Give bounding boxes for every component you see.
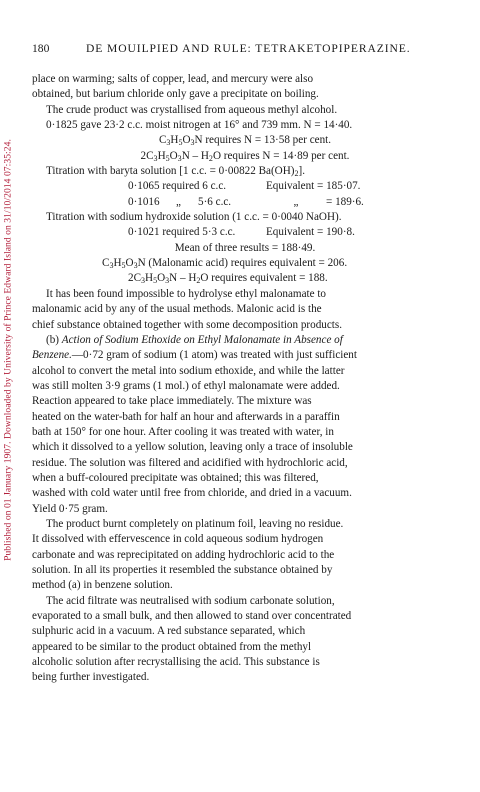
download-watermark-text: Published on 01 January 1907. Downloaded by University of Prince Edward Island on 31/10/2014 07:35:24.: [2, 139, 14, 561]
text-line: The product burnt completely on platinum foil, leaving no residue.: [46, 517, 344, 530]
formula-text: N – H: [169, 272, 197, 285]
result-text: Equivalent = 190·8.: [266, 226, 355, 239]
formula-line: $2C_3H_5O_3N - H_2O$ requires equivalent = 188.: [128, 272, 328, 286]
text-line: malonamic acid by any of the usual methods. Malonic acid is the: [32, 303, 322, 316]
mean-line: Mean of three results = 188·49.: [174, 241, 316, 254]
text-line: The crude product was crystallised from aqueous methyl alcohol.: [46, 103, 338, 116]
formula-text: N requires N = 13·58 per cent.: [194, 134, 332, 147]
text-line: appeared to be similar to the product obtained from the methyl: [32, 640, 312, 653]
text-line: sulphuric acid in a vacuum. A red substance separated, which: [32, 625, 306, 638]
result-text: 0·1065 required 6 c.c.: [128, 180, 227, 193]
text-line: chief substance obtained together with some decomposition products.: [32, 318, 343, 331]
ditto-mark: „: [176, 195, 181, 208]
article-body: [32, 72, 458, 686]
text-line: carbonate and was reprecipitated on adding hydrochloric acid to the: [32, 548, 335, 561]
section-title: Action of Sodium Ethoxide on Ethyl Malonamate in Absence of: [61, 333, 343, 346]
result-line: [32, 179, 458, 194]
text-line: method (a) in benzene solution.: [32, 579, 173, 592]
text-line: which it dissolved to a yellow solution, leaving only a trace of insoluble: [32, 441, 353, 454]
result-line: [32, 225, 458, 240]
formula-line: $2C_3H_5O_3N - H_2O$ requires N = 14·89 per cent.: [140, 149, 350, 163]
text-line: Reaction appeared to take place immediately. The mixture was: [32, 395, 312, 408]
titration-text: ].: [298, 165, 305, 178]
text-line: was still molten 3·9 grams (1 mol.) of ethyl malonamate were added.: [32, 379, 340, 392]
text-line: heated on the water-bath for half an hour and afterwards in a paraffin: [32, 410, 340, 423]
formula-text: N – H: [181, 149, 209, 162]
section-title: Benzene.: [32, 349, 72, 362]
section-heading-line: [32, 333, 458, 348]
text-line: [32, 348, 458, 363]
text-line: alcoholic solution after recrystallising the acid. This substance is: [32, 656, 320, 669]
text-line: Yield 0·75 gram.: [32, 502, 108, 515]
text-line: washed with cold water until free from chloride, and dried in a vacuum.: [32, 487, 352, 500]
result-text: 0·1016: [128, 195, 160, 208]
result-text: 5·6 c.c.: [198, 195, 232, 208]
analysis-line: 0·1825 gave 23·2 c.c. moist nitrogen at 16° and 739 mm. N = 14·40.: [46, 119, 353, 132]
titration-line: Titration with baryta solution [1 c.c. = 0·00822 $Ba(OH)_2$].: [46, 165, 305, 179]
formula-line: $C_3H_5O_3N$ (Malonamic acid) requires equivalent = 206.: [102, 257, 348, 271]
result-text: = 189·6.: [326, 195, 364, 208]
text-line: The acid filtrate was neutralised with sodium carbonate solution,: [46, 594, 335, 607]
text-line: evaporated to a small bulk, and then allowed to stand over concentrated: [32, 610, 352, 623]
text-line: residue. The solution was filtered and acidified with hydrochloric acid,: [32, 456, 348, 469]
text-line: obtained, but barium chloride only gave a precipitate on boiling.: [32, 88, 319, 101]
text-line: when a buff-coloured precipitate was obtained; this was filtered,: [32, 471, 319, 484]
result-text: Equivalent = 185·07.: [266, 180, 361, 193]
text-line: place on warming; salts of copper, lead, and mercury were also: [32, 73, 314, 85]
result-text: 0·1021 required 5·3 c.c.: [128, 226, 236, 239]
formula-line: $C_3H_5O_3N$ requires N = 13·58 per cent.: [158, 134, 332, 148]
formula-text: O requires N = 14·89 per cent.: [212, 149, 350, 162]
titration-line: Titration with sodium hydroxide solution (1 c.c. = 0·0040 NaOH).: [46, 211, 342, 224]
titration-text: Titration with baryta solution [1 c.c. = 0·00822 Ba(OH): [46, 165, 295, 178]
text-line: alcohol to convert the metal into sodium ethoxide, and while the latter: [32, 364, 345, 377]
text-line: solution. In all its properties it resembled the substance obtained by: [32, 564, 333, 576]
text-span: —0·72 gram of sodium (1 atom) was treated with just sufficient: [71, 349, 357, 362]
section-label: (b): [46, 333, 59, 346]
text-line: being further investigated.: [32, 671, 150, 684]
result-line: [32, 195, 458, 210]
running-title: DE MOUILPIED AND RULE: TETRAKETOPIPERAZINE.: [86, 42, 411, 55]
download-watermark: [2, 40, 14, 660]
formula-text: O requires equivalent = 188.: [200, 272, 328, 285]
ditto-mark: „: [293, 195, 299, 208]
text-line: bath at 150° for one hour. After cooling it was treated with water, in: [32, 425, 334, 438]
formula-text: N (Malonamic acid) requires equivalent = 206.: [137, 257, 348, 270]
text-line: It dissolved with effervescence in cold aqueous sodium hydrogen: [32, 533, 324, 546]
text-line: It has been found impossible to hydrolyse ethyl malonamate to: [46, 287, 327, 300]
page-number: 180: [32, 42, 50, 55]
